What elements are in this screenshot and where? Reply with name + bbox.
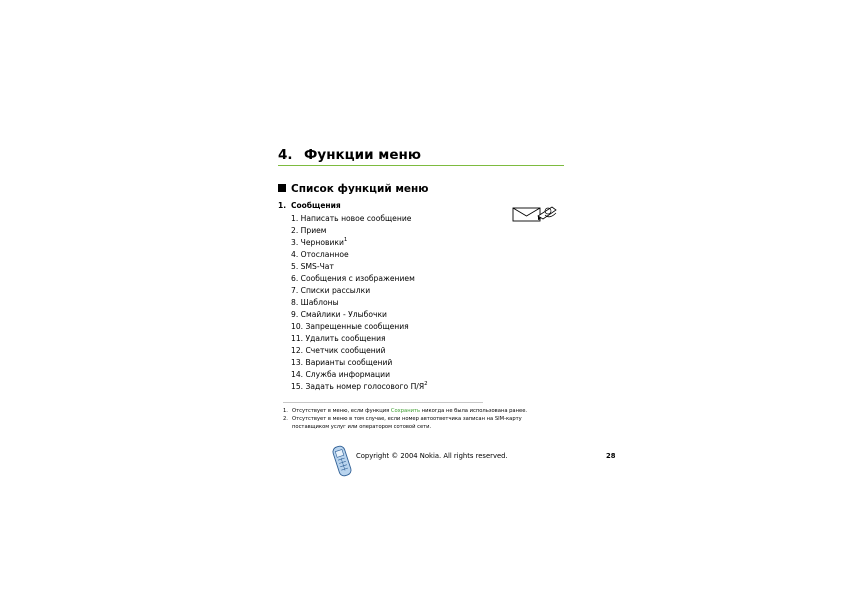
footnote-highlight: Сохранить: [390, 408, 421, 414]
envelope-with-pen-icon: [512, 204, 560, 222]
menu-list-item: 13. Варианты сообщений: [291, 358, 393, 367]
menu-list-item: 2. Прием: [291, 226, 327, 235]
section-heading: [278, 183, 429, 195]
menu-function-list: [291, 213, 428, 393]
menu-list-item: 8. Шаблоны: [291, 298, 339, 307]
footnote-ref: 2: [424, 381, 428, 387]
chapter-title-text: Функции меню: [304, 147, 421, 163]
menu-list-item: 14. Служба информации: [291, 370, 391, 379]
footnote-number: 1.: [283, 408, 288, 414]
chapter-number: 4.: [278, 147, 293, 163]
chapter-title-rule: [278, 165, 564, 166]
menu-list-item: 4. Отосланное: [291, 250, 349, 259]
section-heading-text: Список функций меню: [291, 183, 429, 195]
footnotes: [283, 407, 553, 431]
footnote-number: 2.: [283, 416, 288, 422]
group-number: 1.: [278, 201, 287, 210]
menu-list-item: 10. Запрещенные сообщения: [291, 322, 409, 331]
menu-list-item: 7. Списки рассылки: [291, 286, 371, 295]
menu-list-item: 11. Удалить сообщения: [291, 334, 386, 343]
menu-list-item: 6. Сообщения с изображением: [291, 274, 415, 283]
menu-list-item: 3. Черновики$^1$: [291, 237, 348, 247]
nokia-phone-image: [330, 444, 354, 478]
group-title: [278, 201, 341, 210]
footnote: 2. Отсутствует в меню в том случае, если номер автоответчика записан на SIM-карту поставщиком услуг или оператором сотовой сети.: [283, 416, 522, 430]
menu-list-item: 9. Смайлики - Улыбочки: [291, 310, 387, 319]
footnote-rule: [283, 402, 483, 403]
group-title-text: Сообщения: [291, 201, 341, 210]
chapter-title: [278, 147, 421, 163]
menu-list-item: 15. Задать номер голосового $П/Я^2$: [291, 381, 428, 391]
footnote-ref: 1: [343, 237, 348, 243]
menu-list-item: 1. Написать новое сообщение: [291, 214, 412, 223]
menu-list-item: 12. Счетчик сообщений: [291, 346, 386, 355]
page-number: 28: [606, 452, 616, 460]
menu-list-item: 5. SMS-Чат: [291, 262, 334, 271]
copyright-notice: Copyright © 2004 Nokia. All rights reserved.: [356, 452, 508, 460]
footnote: 1. Отсутствует в меню, если функция Сохранить никогда не была использована ранее.: [283, 408, 528, 414]
square-bullet-icon: [278, 184, 286, 192]
